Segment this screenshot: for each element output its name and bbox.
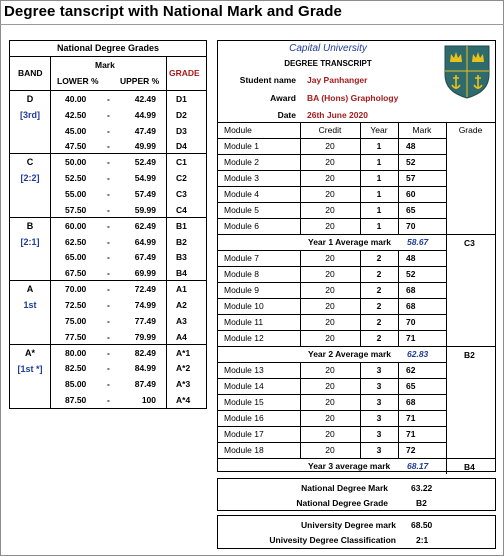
module-credit: 20 <box>325 445 335 455</box>
module-mark: 62 <box>406 365 416 375</box>
date-label: Date <box>277 110 296 120</box>
transcript-subtitle: DEGREE TRANSCRIPT <box>284 59 372 68</box>
year-average-mark: 58.67 <box>407 237 429 247</box>
range-separator: - <box>107 379 110 390</box>
module-row <box>218 442 446 458</box>
module-row <box>218 410 446 426</box>
year-average-mark: 62.83 <box>407 349 429 359</box>
module-credit: 20 <box>325 333 335 343</box>
module-year: 1 <box>376 157 382 167</box>
university-mark-label: University Degree mark <box>301 520 396 530</box>
table-col-divider <box>360 138 361 234</box>
range-separator: - <box>107 109 110 120</box>
degree-transcript <box>217 40 496 472</box>
grade-code: B1 <box>176 220 187 231</box>
module-year: 1 <box>376 189 382 199</box>
module-credit: 20 <box>325 317 335 327</box>
module-credit: 20 <box>325 381 335 391</box>
module-row <box>218 330 446 346</box>
date-value: 26th June 2020 <box>307 110 368 120</box>
university-class-label: Univesity Degree Classification <box>269 535 396 545</box>
lower-bound: 57.50 <box>65 204 87 215</box>
module-name: Module 10 <box>224 301 264 311</box>
lower-bound: 67.50 <box>65 268 87 279</box>
band-letter: C <box>26 157 34 168</box>
module-year: 1 <box>376 173 382 183</box>
year-average-label: Year 2 Average mark <box>308 349 392 359</box>
module-name: Module 14 <box>224 381 264 391</box>
module-year: 2 <box>376 269 382 279</box>
module-mark: 68 <box>406 285 416 295</box>
module-row <box>218 202 446 218</box>
module-name: Module 8 <box>224 269 259 279</box>
module-name: Module 5 <box>224 205 259 215</box>
lower-bound: 42.50 <box>65 109 87 120</box>
table-col-divider <box>446 138 447 234</box>
upper-bound: 69.99 <box>134 268 156 279</box>
table-col-divider <box>446 122 447 138</box>
range-separator: - <box>107 94 110 104</box>
range-separator: - <box>107 363 110 374</box>
upper-bound: 87.49 <box>134 379 156 390</box>
upper-bound: 72.49 <box>134 284 156 295</box>
student-name: Jay Panhanger <box>307 75 368 85</box>
table-col-divider <box>300 138 301 234</box>
upper-bound: 100 <box>141 394 156 405</box>
module-row <box>218 426 446 442</box>
year-average-grade: B4 <box>464 462 475 472</box>
grade-code: A*3 <box>176 379 191 390</box>
module-year: 2 <box>376 333 382 343</box>
student-label: Student name <box>239 75 296 85</box>
grade-code: C1 <box>176 157 187 168</box>
upper-bound: 74.99 <box>134 299 156 310</box>
lower-bound: 65.00 <box>65 252 87 263</box>
module-year: 2 <box>376 253 382 263</box>
module-name: Module 2 <box>224 157 259 167</box>
module-credit: 20 <box>325 285 335 295</box>
year-average-mark: 68.17 <box>407 461 429 471</box>
module-credit: 20 <box>325 221 335 231</box>
module-mark: 48 <box>406 253 416 263</box>
grades-table-title: National Degree Grades <box>10 41 206 57</box>
year-average-grade: B2 <box>464 350 475 360</box>
range-separator: - <box>107 188 110 199</box>
module-mark: 60 <box>406 189 416 199</box>
module-name: Module 6 <box>224 221 259 231</box>
lower-bound: 60.00 <box>65 220 87 231</box>
module-row <box>218 186 446 202</box>
module-mark: 65 <box>406 205 416 215</box>
module-mark: 71 <box>406 413 416 423</box>
table-col-divider <box>398 362 399 458</box>
header-credit: Credit <box>318 125 342 135</box>
national-mark-label: National Degree Mark <box>301 483 388 493</box>
module-name: Module 9 <box>224 285 259 295</box>
module-row <box>218 394 446 410</box>
upper-bound: 59.99 <box>134 204 156 215</box>
range-separator: - <box>107 157 110 168</box>
module-row <box>218 154 446 170</box>
lower-bound: 77.50 <box>65 331 87 342</box>
module-row <box>218 138 446 154</box>
module-name: Module 12 <box>224 333 264 343</box>
table-col-divider <box>300 362 301 458</box>
module-name: Module 16 <box>224 413 264 423</box>
module-year: 3 <box>376 381 382 391</box>
module-credit: 20 <box>325 429 335 439</box>
module-row <box>218 378 446 394</box>
module-mark: 52 <box>406 157 416 167</box>
header-module: Module <box>224 125 252 135</box>
university-name: Capital University <box>289 43 367 54</box>
module-year: 2 <box>376 301 382 311</box>
table-col-divider <box>446 346 447 362</box>
module-mark: 48 <box>406 141 416 151</box>
module-mark: 65 <box>406 381 416 391</box>
module-row <box>218 314 446 330</box>
page-title: Degree tanscript with National Mark and Grade <box>4 3 342 20</box>
range-separator: - <box>107 315 110 326</box>
year-average-label: Year 1 Average mark <box>308 237 392 247</box>
module-credit: 20 <box>325 189 335 199</box>
grade-band <box>10 153 206 217</box>
lower-bound: 50.00 <box>65 157 87 168</box>
grade-code: C4 <box>176 204 187 215</box>
upper-bound: 64.99 <box>134 236 156 247</box>
module-name: Module 1 <box>224 141 259 151</box>
table-col-divider <box>360 122 361 138</box>
module-credit: 20 <box>325 269 335 279</box>
lower-bound: 72.50 <box>65 299 87 310</box>
national-mark-value: 63.22 <box>411 483 433 493</box>
mark-header: Mark <box>95 60 115 70</box>
grade-code: B4 <box>176 268 187 279</box>
lower-bound: 62.50 <box>65 236 87 247</box>
range-separator: - <box>107 220 110 231</box>
grade-band <box>10 90 206 154</box>
lower-bound: 40.00 <box>65 94 87 104</box>
range-separator: - <box>107 173 110 184</box>
table-col-divider <box>446 362 447 458</box>
module-year: 2 <box>376 285 382 295</box>
table-col-divider <box>300 250 301 346</box>
lower-bound: 80.00 <box>65 347 87 358</box>
national-degree-summary <box>217 478 496 511</box>
module-year: 3 <box>376 429 382 439</box>
upper-bound: 44.99 <box>134 109 156 120</box>
lower-bound: 47.50 <box>65 141 87 152</box>
upper-bound: 84.99 <box>134 363 156 374</box>
band-classification: [2:2] <box>20 173 40 184</box>
band-letter: A <box>26 284 34 295</box>
year-average-row <box>218 234 495 250</box>
module-name: Module 13 <box>224 365 264 375</box>
range-separator: - <box>107 299 110 310</box>
header-grade: Grade <box>458 125 483 135</box>
grade-code: A4 <box>176 331 187 342</box>
module-name: Module 3 <box>224 173 259 183</box>
university-degree-summary <box>217 515 496 549</box>
grade-code: A3 <box>176 315 187 326</box>
band-letter: A* <box>24 347 35 358</box>
grade-code: B3 <box>176 252 187 263</box>
header-mark: Mark <box>412 125 432 135</box>
grade-code: A2 <box>176 299 187 310</box>
range-separator: - <box>107 347 110 358</box>
upper-bound: 42.49 <box>134 94 156 104</box>
grade-code: B2 <box>176 236 187 247</box>
table-col-divider <box>398 250 399 346</box>
upper-bound: 67.49 <box>134 252 156 263</box>
module-mark: 70 <box>406 317 416 327</box>
module-year: 3 <box>376 365 382 375</box>
module-year: 3 <box>376 397 382 407</box>
table-col-divider <box>398 122 399 138</box>
module-year: 2 <box>376 317 382 327</box>
module-row <box>218 362 446 378</box>
range-separator: - <box>107 268 110 279</box>
module-year: 1 <box>376 205 382 215</box>
module-mark: 71 <box>406 429 416 439</box>
module-credit: 20 <box>325 413 335 423</box>
module-credit: 20 <box>325 173 335 183</box>
band-classification: [2:1] <box>20 236 40 247</box>
module-name: Module 15 <box>224 397 264 407</box>
table-col-divider <box>446 234 447 250</box>
lower-header: LOWER % <box>57 76 99 86</box>
band-classification: [1st *] <box>17 363 43 374</box>
upper-bound: 62.49 <box>134 220 156 231</box>
grade-band <box>10 280 206 344</box>
module-row <box>218 170 446 186</box>
year-average-grade: C3 <box>464 238 475 248</box>
upper-bound: 57.49 <box>134 188 156 199</box>
module-row <box>218 282 446 298</box>
upper-bound: 79.99 <box>134 331 156 342</box>
module-name: Module 11 <box>224 317 264 327</box>
grade-code: C3 <box>176 188 187 199</box>
grade-code: C2 <box>176 173 187 184</box>
module-name: Module 4 <box>224 189 259 199</box>
band-letter: B <box>26 220 34 231</box>
module-mark: 72 <box>406 445 416 455</box>
grade-band <box>10 344 206 408</box>
range-separator: - <box>107 394 110 405</box>
module-year: 3 <box>376 413 382 423</box>
table-col-divider <box>398 138 399 234</box>
grade-code: A*2 <box>176 363 191 374</box>
table-col-divider <box>360 250 361 346</box>
university-class-value: 2:1 <box>416 535 429 545</box>
national-grades-table <box>9 40 207 409</box>
upper-bound: 49.99 <box>134 141 156 152</box>
upper-bound: 77.49 <box>134 315 156 326</box>
lower-bound: 45.00 <box>65 125 87 136</box>
grade-band <box>10 217 206 281</box>
grade-header: GRADE <box>169 68 200 78</box>
upper-bound: 54.99 <box>134 173 156 184</box>
module-mark: 68 <box>406 301 416 311</box>
grade-code: A*4 <box>176 394 191 405</box>
module-name: Module 17 <box>224 429 264 439</box>
lower-bound: 85.00 <box>65 379 87 390</box>
range-separator: - <box>107 141 110 152</box>
module-mark: 52 <box>406 269 416 279</box>
range-separator: - <box>107 125 110 136</box>
band-classification: [3rd] <box>20 110 40 120</box>
range-separator: - <box>107 204 110 215</box>
upper-bound: 47.49 <box>134 125 156 136</box>
module-credit: 20 <box>325 397 335 407</box>
grade-code: D1 <box>176 94 187 104</box>
national-grade-value: B2 <box>416 498 427 508</box>
year-average-row <box>218 458 495 474</box>
header-year: Year <box>370 125 388 135</box>
lower-bound: 87.50 <box>65 394 87 405</box>
band-classification: 1st <box>23 300 37 311</box>
range-separator: - <box>107 331 110 342</box>
year-average-label: Year 3 average mark <box>308 461 391 471</box>
grade-code: D4 <box>176 141 187 152</box>
national-grade-label: National Degree Grade <box>296 498 388 508</box>
year-average-row <box>218 346 495 362</box>
lower-bound: 70.00 <box>65 284 87 295</box>
module-credit: 20 <box>325 157 335 167</box>
module-year: 1 <box>376 141 382 151</box>
module-mark: 68 <box>406 397 416 407</box>
module-row <box>218 250 446 266</box>
lower-bound: 82.50 <box>65 363 87 374</box>
range-separator: - <box>107 284 110 295</box>
award-label: Award <box>270 93 296 103</box>
module-mark: 71 <box>406 333 416 343</box>
grade-code: A*1 <box>176 347 191 358</box>
module-credit: 20 <box>325 141 335 151</box>
table-col-divider <box>360 362 361 458</box>
upper-bound: 52.49 <box>134 157 156 168</box>
module-row <box>218 266 446 282</box>
table-col-divider <box>300 122 301 138</box>
grade-code: A1 <box>176 284 187 295</box>
module-table-header <box>218 122 495 138</box>
module-credit: 20 <box>325 205 335 215</box>
table-col-divider <box>446 458 447 474</box>
module-mark: 57 <box>406 173 416 183</box>
upper-bound: 82.49 <box>134 347 156 358</box>
module-name: Module 7 <box>224 253 259 263</box>
university-mark-value: 68.50 <box>411 520 433 530</box>
upper-header: UPPER % <box>120 76 160 86</box>
range-separator: - <box>107 236 110 247</box>
lower-bound: 52.50 <box>65 173 87 184</box>
module-credit: 20 <box>325 365 335 375</box>
band-letter: D <box>26 94 34 104</box>
module-row <box>218 298 446 314</box>
module-credit: 20 <box>325 301 335 311</box>
module-credit: 20 <box>325 253 335 263</box>
band-header: BAND <box>18 68 43 78</box>
module-mark: 70 <box>406 221 416 231</box>
university-crest-icon <box>444 45 490 99</box>
lower-bound: 55.00 <box>65 188 87 199</box>
module-row <box>218 218 446 234</box>
module-year: 3 <box>376 445 382 455</box>
title-divider <box>0 24 504 25</box>
module-year: 1 <box>376 221 382 231</box>
award-value: BA (Hons) Graphology <box>307 93 399 103</box>
range-separator: - <box>107 252 110 263</box>
table-col-divider <box>446 250 447 346</box>
grade-code: D2 <box>176 109 187 120</box>
grade-code: D3 <box>176 125 187 136</box>
lower-bound: 75.00 <box>65 315 87 326</box>
module-name: Module 18 <box>224 445 264 455</box>
